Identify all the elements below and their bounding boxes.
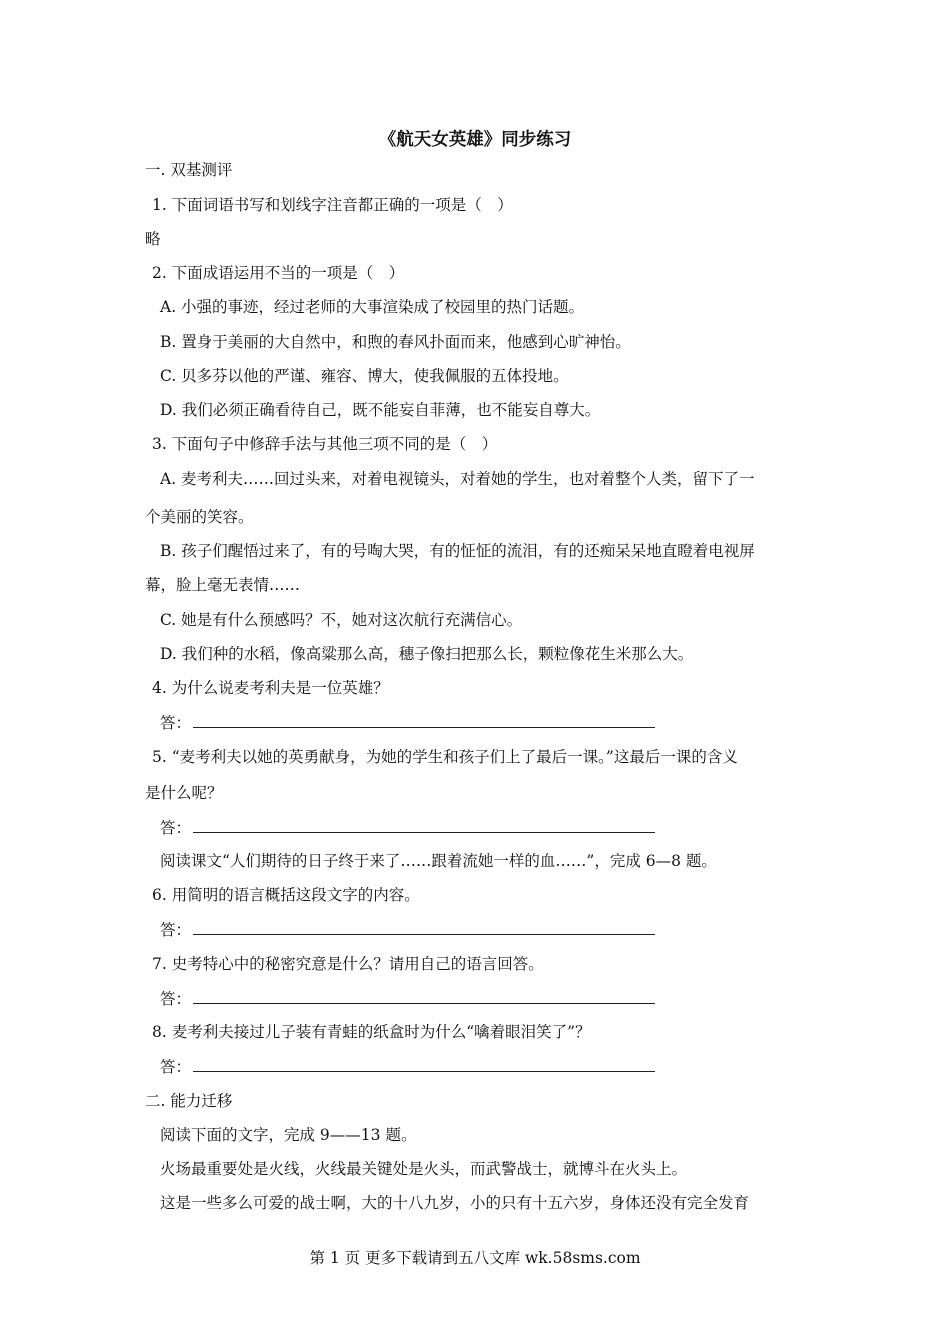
answer-label: 答： bbox=[160, 714, 192, 732]
question-2-option-c: C. 贝多芬以他的严谨、雍容、博大，使我佩服的五体投地。 bbox=[160, 367, 569, 385]
question-3-option-a-cont: 个美丽的笑容。 bbox=[145, 508, 254, 526]
question-2-option-a: A. 小强的事迹，经过老师的大事渲染成了校园里的热门话题。 bbox=[160, 298, 585, 316]
question-3-option-c: C. 她是有什么预感吗？不，她对这次航行充满信心。 bbox=[160, 611, 523, 629]
passage-line-1: 火场最重要处是火线，火线最关键处是火头，而武警战士，就博斗在火头上。 bbox=[160, 1160, 688, 1178]
question-7: 7. 史考特心中的秘密究意是什么？请用自己的语言回答。 bbox=[152, 955, 544, 973]
answer-line-7[interactable] bbox=[160, 988, 655, 1009]
answer-blank[interactable] bbox=[193, 712, 655, 728]
question-8: 8. 麦考利夫接过儿子装有青蛙的纸盒时为什么“噙着眼泪笑了”？ bbox=[152, 1023, 591, 1041]
question-3-option-b: B. 孩子们醒悟过来了，有的号啕大哭，有的怔怔的流泪，有的还痴呆呆地直瞪着电视屏 bbox=[160, 542, 755, 560]
question-2-option-d: D. 我们必须正确看待自己，既不能妄自菲薄，也不能妄自尊大。 bbox=[160, 401, 601, 419]
answer-label: 答： bbox=[160, 1058, 192, 1076]
question-2: 2. 下面成语运用不当的一项是（ ） bbox=[152, 264, 405, 282]
answer-blank[interactable] bbox=[193, 817, 655, 833]
section-heading-1: 一. 双基测评 bbox=[145, 161, 233, 179]
question-3-option-d: D. 我们种的水稻，像高粱那么高，穗子像扫把那么长，颗粒像花生米那么大。 bbox=[160, 645, 694, 663]
question-6: 6. 用简明的语言概括这段文字的内容。 bbox=[152, 886, 420, 904]
answer-line-8[interactable] bbox=[160, 1056, 655, 1077]
section-heading-2: 二. 能力迁移 bbox=[145, 1092, 233, 1110]
answer-line-6[interactable] bbox=[160, 919, 655, 940]
question-3-option-a: A. 麦考利夫……回过头来，对着电视镜头，对着她的学生，也对着整个人类，留下了一 bbox=[160, 470, 755, 488]
question-2-option-b: B. 置身于美丽的大自然中，和煦的春风扑面而来，他感到心旷神怡。 bbox=[160, 333, 631, 351]
answer-blank[interactable] bbox=[193, 988, 655, 1004]
passage-line-2: 这是一些多么可爱的战士啊，大的十八九岁，小的只有十五六岁，身体还没有完全发育 bbox=[160, 1194, 750, 1212]
page-footer: 第 1 页 更多下载请到五八文库 wk.58sms.com bbox=[309, 1249, 641, 1267]
answer-label: 答： bbox=[160, 921, 192, 939]
reading-instruction-1: 阅读课文“人们期待的日子终于来了……跟着流她一样的血……”，完成 6—8 题。 bbox=[160, 852, 717, 870]
question-5-cont: 是什么呢？ bbox=[145, 784, 223, 802]
question-3-option-b-cont: 幕，脸上毫无表情…… bbox=[145, 576, 301, 594]
answer-blank[interactable] bbox=[193, 919, 655, 935]
question-5: 5. “麦考利夫以她的英勇献身，为她的学生和孩子们上了最后一课。”这最后一课的含义 bbox=[152, 748, 738, 766]
answer-line-4[interactable] bbox=[160, 712, 655, 733]
answer-label: 答： bbox=[160, 819, 192, 837]
question-3: 3. 下面句子中修辞手法与其他三项不同的是（ ） bbox=[152, 435, 498, 453]
question-1-answer: 略 bbox=[145, 230, 161, 248]
reading-instruction-2: 阅读下面的文字，完成 9——13 题。 bbox=[160, 1126, 417, 1144]
answer-blank[interactable] bbox=[193, 1056, 655, 1072]
question-1: 1. 下面词语书写和划线字注音都正确的一项是（ ） bbox=[152, 196, 513, 214]
question-4: 4. 为什么说麦考利夫是一位英雄？ bbox=[152, 679, 389, 697]
answer-line-5[interactable] bbox=[160, 817, 655, 838]
page-title: 《航天女英雄》同步练习 bbox=[378, 130, 572, 150]
answer-label: 答： bbox=[160, 990, 192, 1008]
